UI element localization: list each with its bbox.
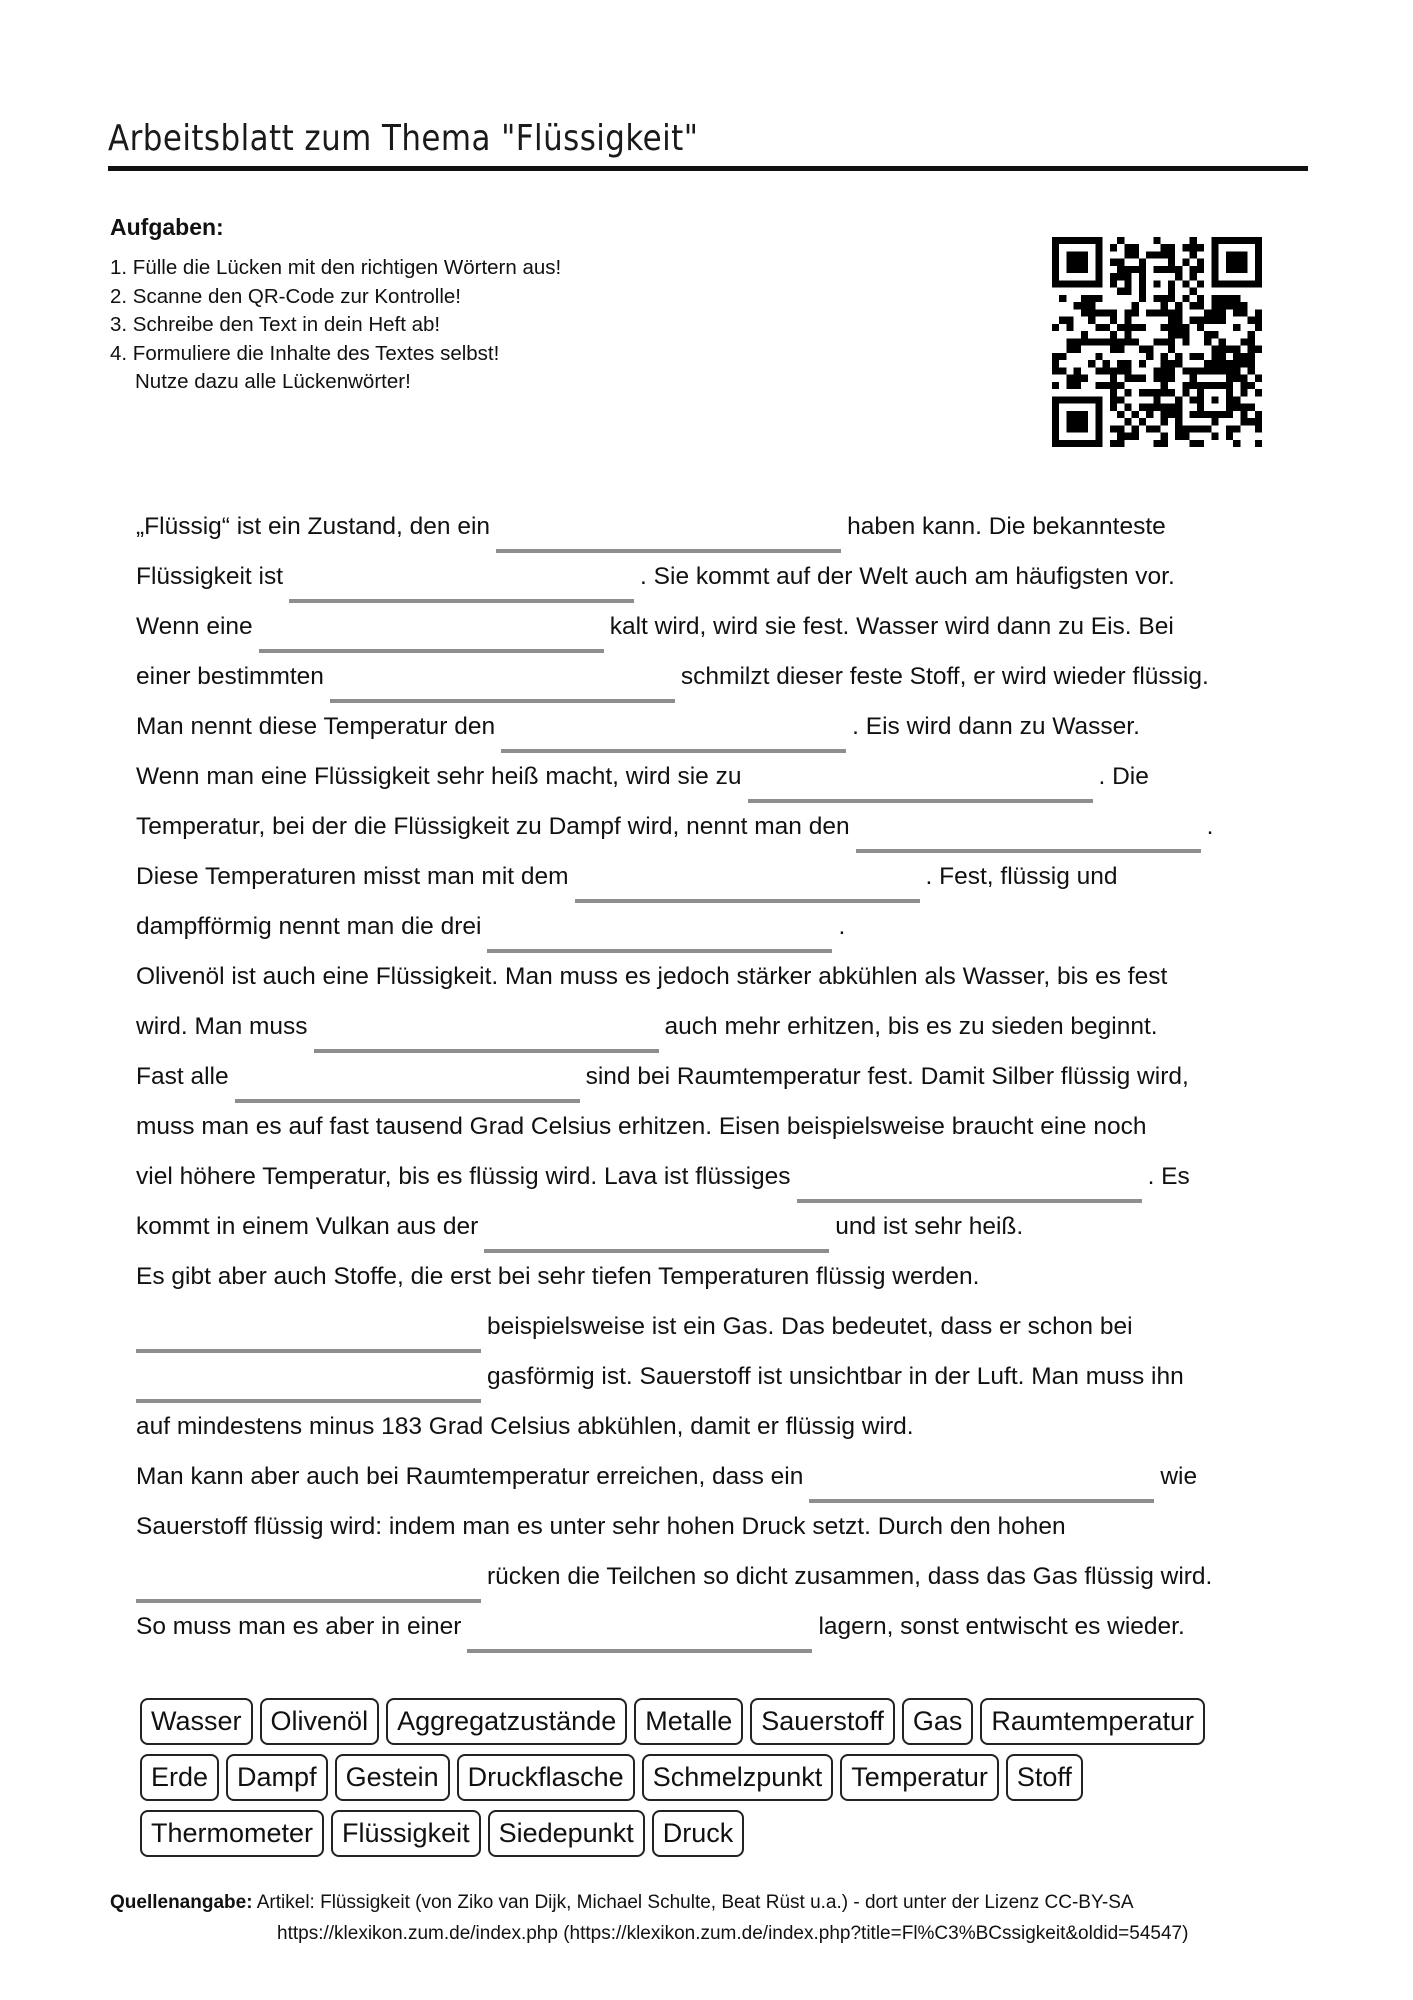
line-text: .	[838, 913, 846, 940]
line-text: Wenn eine	[136, 613, 253, 640]
answer-blank[interactable]	[259, 619, 604, 653]
line-text: Fast alle	[136, 1063, 229, 1090]
task-item: 2. Scanne den QR-Code zur Kontrolle!	[110, 284, 461, 308]
line-text: Flüssigkeit ist	[136, 563, 284, 590]
answer-blank[interactable]	[289, 569, 634, 603]
line-text: schmilzt dieser feste Stoff, er wird wieder flüssig.	[680, 663, 1209, 690]
text-line	[136, 1352, 1316, 1402]
line-text: einer bestimmten	[136, 663, 324, 690]
answer-blank[interactable]	[314, 1019, 659, 1053]
text-line	[136, 602, 1316, 652]
source-label: Quellenangabe:	[110, 1892, 253, 1913]
answer-blank[interactable]	[330, 669, 675, 703]
source-text: Artikel: Flüssigkeit (von Ziko van Dijk, Michael Schulte, Beat Rüst u.a.) - dort unter der Lizenz CC-BY-SA	[252, 1892, 1134, 1913]
text-line	[136, 652, 1316, 702]
line-text: Olivenöl ist auch eine Flüssigkeit. Man muss es jedoch stärker abkühlen als Wasser, bis es fest	[136, 963, 1168, 990]
text-line	[136, 1252, 1316, 1302]
answer-blank[interactable]	[484, 1219, 829, 1253]
word-chip: Wasser	[140, 1698, 253, 1745]
line-text: auf mindestens minus 183 Grad Celsius abkühlen, damit er flüssig wird.	[136, 1413, 914, 1440]
line-text: Wenn man eine Flüssigkeit sehr heiß macht, wird sie zu	[136, 763, 742, 790]
word-chip: Schmelzpunkt	[642, 1754, 834, 1801]
word-chip: Gestein	[335, 1754, 450, 1801]
answer-blank[interactable]	[136, 1569, 481, 1603]
line-text: . Es	[1147, 1163, 1190, 1190]
line-text: Diese Temperaturen misst man mit dem	[136, 863, 569, 890]
tasks-heading: Aufgaben:	[110, 214, 224, 240]
line-text: dampfförmig nennt man die drei	[136, 913, 482, 940]
line-text: Man kann aber auch bei Raumtemperatur erreichen, dass ein	[136, 1463, 804, 1490]
text-line	[136, 852, 1316, 902]
tasks-list	[110, 254, 561, 397]
line-text: kalt wird, wird sie fest. Wasser wird dann zu Eis. Bei	[609, 613, 1174, 640]
line-text: Man nennt diese Temperatur den	[136, 713, 496, 740]
word-chip: Sauerstoff	[750, 1698, 895, 1745]
word-chip: Raumtemperatur	[980, 1698, 1205, 1745]
source-note	[110, 1887, 1188, 1949]
line-text: So muss man es aber in einer	[136, 1613, 462, 1640]
line-text: rücken die Teilchen so dicht zusammen, dass das Gas flüssig wird.	[487, 1563, 1213, 1590]
answer-blank[interactable]	[136, 1319, 481, 1353]
word-chip: Druck	[652, 1810, 745, 1857]
answer-blank[interactable]	[797, 1169, 1142, 1203]
word-chip: Stoff	[1006, 1754, 1083, 1801]
answer-blank[interactable]	[487, 919, 832, 953]
cloze-text	[136, 502, 1316, 1652]
line-text: .	[1206, 813, 1214, 840]
word-chip: Metalle	[634, 1698, 743, 1745]
page-title: Arbeitsblatt zum Thema "Flüssigkeit"	[108, 118, 699, 159]
word-chip: Dampf	[226, 1754, 328, 1801]
word-chip: Flüssigkeit	[331, 1810, 481, 1857]
word-chip: Erde	[140, 1754, 219, 1801]
word-chip: Siedepunkt	[488, 1810, 645, 1857]
text-line	[136, 702, 1316, 752]
line-text: lagern, sonst entwischt es wieder.	[818, 1613, 1185, 1640]
line-text: muss man es auf fast tausend Grad Celsius erhitzen. Eisen beispielsweise braucht eine noch	[136, 1113, 1147, 1140]
text-line	[136, 1102, 1316, 1152]
answer-blank[interactable]	[809, 1469, 1154, 1503]
answer-blank[interactable]	[575, 869, 920, 903]
answer-blank[interactable]	[748, 769, 1093, 803]
line-text: haben kann. Die bekannteste	[847, 513, 1166, 540]
answer-blank[interactable]	[467, 1619, 812, 1653]
line-text: „Flüssig“ ist ein Zustand, den ein	[136, 513, 491, 540]
line-text: . Eis wird dann zu Wasser.	[852, 713, 1140, 740]
word-chip: Temperatur	[840, 1754, 999, 1801]
line-text: Sauerstoff flüssig wird: indem man es unter sehr hohen Druck setzt. Durch den hohen	[136, 1513, 1066, 1540]
answer-blank[interactable]	[235, 1069, 580, 1103]
line-text: beispielsweise ist ein Gas. Das bedeutet, dass er schon bei	[487, 1313, 1133, 1340]
line-text: wird. Man muss	[136, 1013, 308, 1040]
task-item: Nutze dazu alle Lückenwörter!	[135, 370, 411, 393]
text-line	[136, 1502, 1316, 1552]
word-chip: Olivenöl	[260, 1698, 380, 1745]
text-line	[136, 902, 1316, 952]
line-text: . Sie kommt auf der Welt auch am häufigsten vor.	[640, 563, 1175, 590]
text-line	[136, 1552, 1316, 1602]
text-line	[136, 1152, 1316, 1202]
text-line	[136, 802, 1316, 852]
answer-blank[interactable]	[856, 819, 1201, 853]
task-item: 4. Formuliere die Inhalte des Textes selbst!	[110, 341, 500, 365]
word-chip: Aggregatzustände	[386, 1698, 627, 1745]
task-item: 1. Fülle die Lücken mit den richtigen Wörtern aus!	[110, 256, 562, 279]
source-url: https://klexikon.zum.de/index.php (https://klexikon.zum.de/index.php?title=Fl%C3%BCssigkeit&oldid=54547)	[277, 1923, 1189, 1944]
text-line	[136, 1302, 1316, 1352]
word-chip: Thermometer	[140, 1810, 324, 1857]
title-divider	[108, 166, 1308, 171]
text-line	[136, 1452, 1316, 1502]
text-line	[136, 1602, 1316, 1652]
qr-code-icon	[1052, 237, 1262, 447]
text-line	[136, 502, 1316, 552]
text-line	[136, 1202, 1316, 1252]
answer-blank[interactable]	[136, 1369, 481, 1403]
word-chip: Druckflasche	[457, 1754, 635, 1801]
line-text: Temperatur, bei der die Flüssigkeit zu Dampf wird, nennt man den	[136, 813, 850, 840]
line-text: Es gibt aber auch Stoffe, die erst bei sehr tiefen Temperaturen flüssig werden.	[136, 1263, 980, 1290]
answer-blank[interactable]	[496, 519, 841, 553]
line-text: kommt in einem Vulkan aus der	[136, 1213, 479, 1240]
text-line	[136, 1402, 1316, 1452]
line-text: . Die	[1098, 763, 1149, 790]
line-text: auch mehr erhitzen, bis es zu sieden beginnt.	[664, 1013, 1158, 1040]
line-text: . Fest, flüssig und	[925, 863, 1118, 890]
line-text: sind bei Raumtemperatur fest. Damit Silber flüssig wird,	[585, 1063, 1189, 1090]
line-text: gasförmig ist. Sauerstoff ist unsichtbar in der Luft. Man muss ihn	[487, 1363, 1184, 1390]
answer-blank[interactable]	[501, 719, 846, 753]
text-line	[136, 952, 1316, 1002]
text-line	[136, 552, 1316, 602]
line-text: und ist sehr heiß.	[835, 1213, 1024, 1240]
line-text: wie	[1160, 1463, 1198, 1490]
task-item: 3. Schreibe den Text in dein Heft ab!	[110, 313, 441, 336]
text-line	[136, 1002, 1316, 1052]
line-text: viel höhere Temperatur, bis es flüssig wird. Lava ist flüssiges	[136, 1163, 791, 1190]
word-bank	[140, 1698, 1260, 1866]
text-line	[136, 752, 1316, 802]
text-line	[136, 1052, 1316, 1102]
word-chip: Gas	[902, 1698, 974, 1745]
